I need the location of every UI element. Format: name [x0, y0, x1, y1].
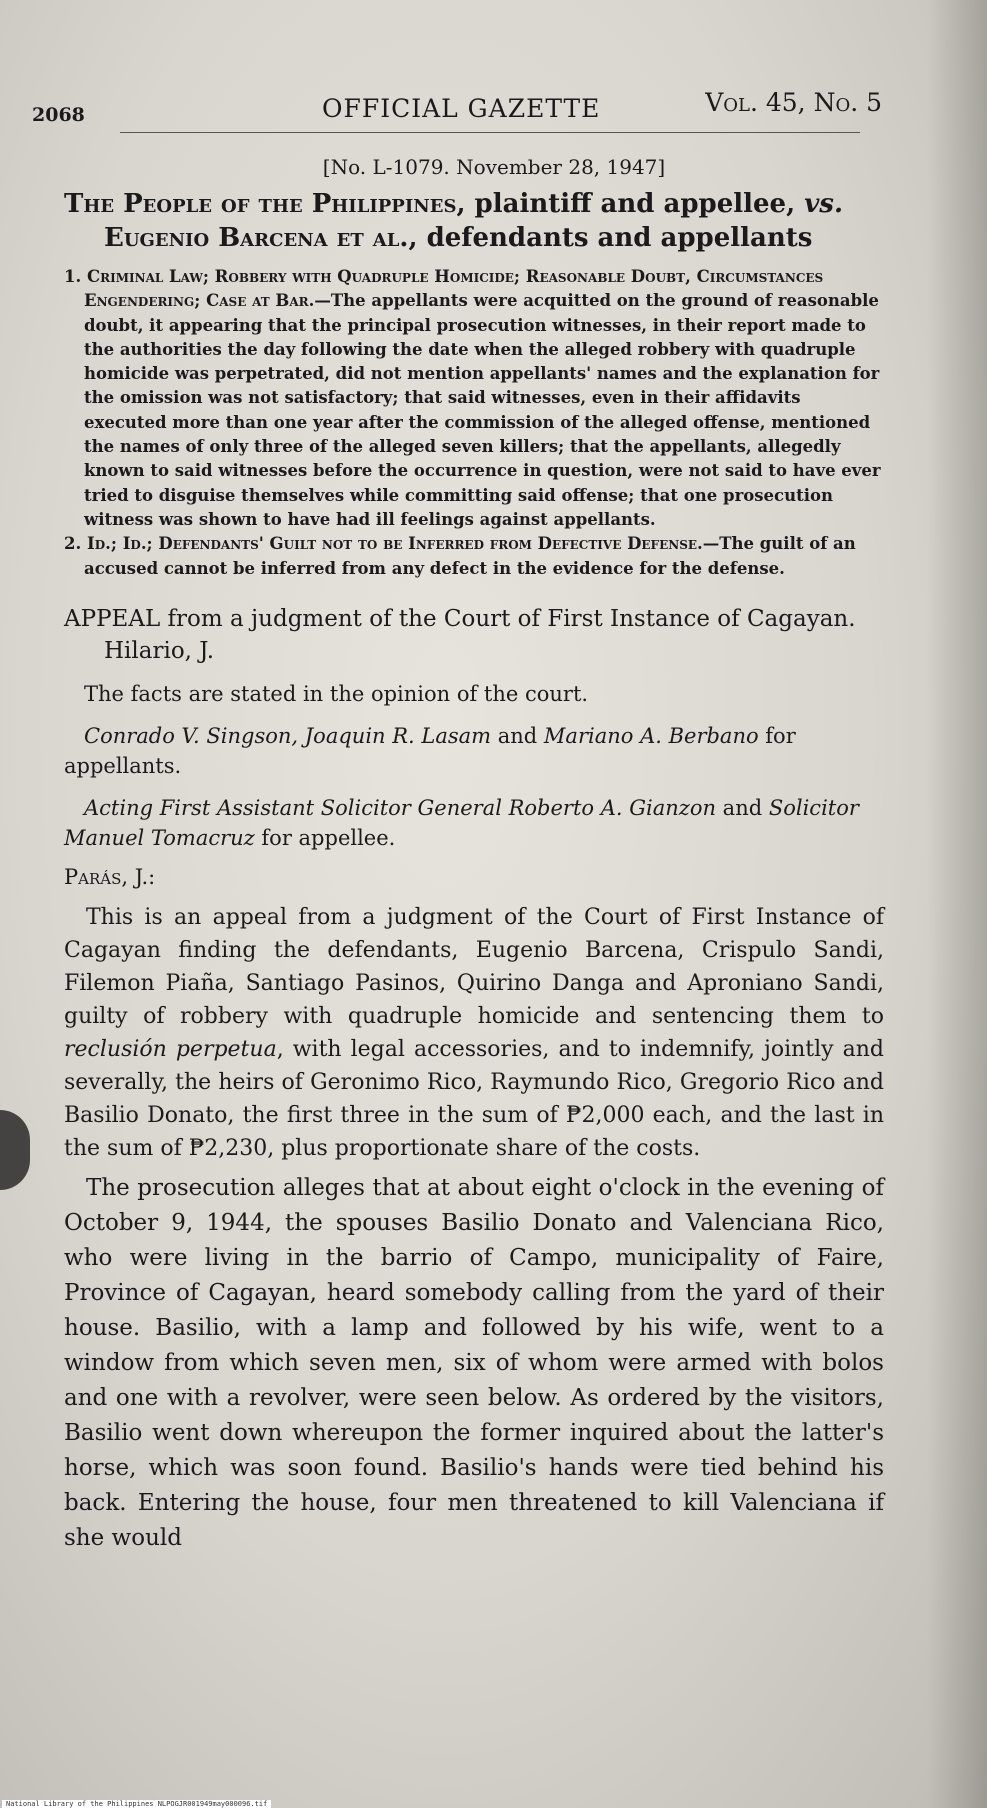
counsel-names-2: Solicitor Manuel Tomacruz	[64, 795, 859, 850]
counsel-appellee	[64, 793, 884, 853]
case-title	[64, 187, 884, 255]
syllabus-item	[64, 532, 884, 581]
page-number: 2068	[32, 104, 85, 126]
opinion-text: This is an appeal from a judgment of the Court of First Instance of Cagayan finding the defendants, Eugenio Barcena, Crispulo Sandi, Filemon Piaña, Santiago Pasinos, Quirino Danga and Aproniano Sandi, guilty of robbery with quadruple homicide and sentencing them to	[64, 904, 884, 1029]
counsel-names-2: Mariano A. Berbano	[543, 723, 759, 748]
page-header	[32, 88, 882, 128]
case-title-role2: , defendants and appellants	[408, 223, 813, 253]
counsel-names: Acting First Assistant Solicitor General Roberto A. Gianzon	[84, 795, 716, 820]
volume-number: Vol. 45, No. 5	[705, 88, 882, 117]
counsel-role: for appellee.	[254, 825, 396, 850]
ponente: Parás, J.:	[64, 864, 156, 889]
syllabus-heading: Criminal Law; Robbery with Quadruple Homicide; Reasonable Doubt, Circumstances Engendering; Case at Bar.	[84, 267, 824, 311]
appeal-text: from a judgment of the Court of First Instance of Cagayan. Hilario, J.	[104, 605, 856, 664]
case-number: [No. L-1079. November 28, 1947]	[322, 155, 666, 179]
syllabus-number: 1.	[64, 267, 82, 286]
case-title-role1: , plaintiff and appellee,	[456, 189, 805, 219]
counsel-appellants	[64, 721, 884, 781]
document-body	[64, 155, 884, 1556]
facts-statement: The facts are stated in the opinion of the court.	[84, 681, 589, 706]
opinion-text: , with legal accessories, and to indemnify, jointly and severally, the heirs of Geronimo Rico, Raymundo Rico, Gregorio Rico and Basilio Donato, the first three in the sum of ₱2,000 each, and the last in the sum of ₱2,230, plus proportionate share of the costs.	[64, 1036, 884, 1161]
syllabus-text: —The guilt of an accused cannot be inferred from any defect in the evidence for the defense.	[84, 534, 856, 578]
syllabus-number: 2.	[64, 534, 82, 554]
appeal-lead: APPEAL	[64, 605, 161, 632]
opinion-emphasis: reclusión perpetua	[64, 1036, 277, 1062]
counsel-and: and	[491, 723, 544, 748]
counsel-and: and	[716, 795, 769, 820]
appeal-line	[64, 603, 884, 667]
case-title-vs: vs.	[804, 189, 843, 219]
syllabus-item	[64, 265, 884, 532]
case-title-party1: The People of the Philippines	[64, 189, 457, 219]
counsel-names: Conrado V. Singson, Joaquin R. Lasam	[84, 723, 492, 748]
header-rule	[120, 132, 860, 133]
page-edge-shadow	[927, 0, 987, 1808]
scan-footer: National Library of the Philippines NLPOGJR001949may000096.tif	[2, 1800, 271, 1808]
binder-clip-shadow	[0, 1110, 30, 1190]
opinion-paragraph-2: The prosecution alleges that at about eight o'clock in the evening of October 9, 1944, the spouses Basilio Donato and Valenciana Rico, who were living in the barrio of Campo, municipality of Faire, Province of Cagayan, heard somebody calling from the yard of their house. Basilio, with a lamp and followed by his wife, went to a window from which seven men, six of whom were armed with bolos and one with a revolver, were seen below. As ordered by the visitors, Basilio went down whereupon the former inquired about the latter's horse, which was soon found. Basilio's hands were tied behind his back. Entering the house, four men threatened to kill Valenciana if she would	[64, 1174, 884, 1551]
opinion-paragraph-1	[64, 901, 884, 1165]
syllabus-heading: Id.; Id.; Defendants' Guilt not to be Inferred from Defective Defense.	[86, 534, 703, 554]
syllabus	[64, 265, 884, 581]
case-title-party2: Eugenio Barcena et al.	[104, 223, 409, 253]
counsel-role: for appellants.	[64, 723, 796, 778]
publication-title: OFFICIAL GAZETTE	[322, 94, 601, 123]
syllabus-text: —The appellants were acquitted on the ground of reasonable doubt, it appearing that the principal prosecution witnesses, in their report made to the authorities the day following the date when the alleged robbery with quadruple homicide was perpetrated, did not mention appellants' names and the explanation for the omission was not satisfactory; that said witnesses, even in their affidavits executed more than one year after the commission of the alleged offense, mentioned the names of only three of the alleged seven killers; that the appellants, allegedly known to said witnesses before the occurrence in question, were not said to have ever tried to disguise themselves while committing said offense; that one prosecution witness was shown to have had ill feelings against appellants.	[84, 291, 881, 529]
